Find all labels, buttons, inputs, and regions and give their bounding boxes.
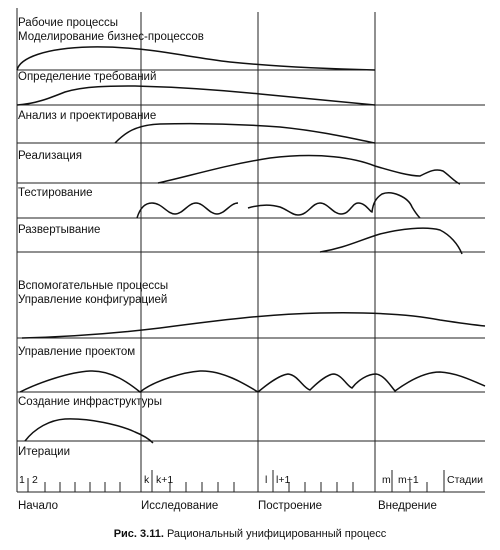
iteration-tick-2: 2 (32, 474, 38, 486)
row-label-implementation: Реализация (18, 150, 82, 162)
curve-analysis-design (115, 124, 375, 143)
curve-environment (25, 419, 153, 443)
iteration-tick-l-plus-1: l+1 (276, 474, 291, 486)
row-label-testing: Тестирование (18, 187, 93, 199)
iteration-tick-m-plus-1: m+1 (398, 474, 419, 486)
row-label-requirements: Определение требований (18, 71, 157, 83)
curve-requirements (17, 86, 375, 105)
figure-caption-number: Рис. 3.11. (113, 528, 164, 540)
iteration-tick-k: k (144, 474, 150, 486)
iteration-tick-m: m (382, 474, 391, 486)
row-label-project-management: Управление проектом (18, 346, 136, 358)
iterations-label: Итерации (18, 446, 71, 458)
group-label-core: Рабочие процессы (18, 17, 119, 29)
phase-elaboration: Исследование (141, 500, 219, 512)
figure-caption (114, 528, 387, 540)
group-label-supporting: Вспомогательные процессы (18, 280, 169, 292)
curve-deployment (320, 228, 462, 254)
curve-config-management (22, 313, 485, 338)
iteration-tick-l: l (265, 474, 268, 486)
row-label-deployment: Развертывание (18, 224, 101, 236)
phases-axis-label: Стадии (447, 474, 483, 486)
figure-caption-text: Рациональный унифицированный процесс (166, 528, 387, 540)
phase-inception: Начало (18, 500, 59, 512)
phase-construction: Построение (258, 500, 323, 512)
row-label-business-modeling: Моделирование бизнес-процессов (18, 31, 204, 43)
row-label-analysis-design: Анализ и проектирование (18, 110, 157, 122)
curve-project-management (20, 371, 485, 392)
row-label-environment: Создание инфраструктуры (18, 396, 162, 408)
curve-testing (137, 193, 420, 218)
iteration-tick-1: 1 (19, 474, 25, 486)
curve-implementation (158, 156, 460, 184)
phase-transition: Внедрение (378, 500, 437, 512)
curve-business-modeling (17, 47, 375, 70)
row-label-config-management: Управление конфигурацией (18, 294, 168, 306)
iteration-tick-k-plus-1: k+1 (156, 474, 174, 486)
